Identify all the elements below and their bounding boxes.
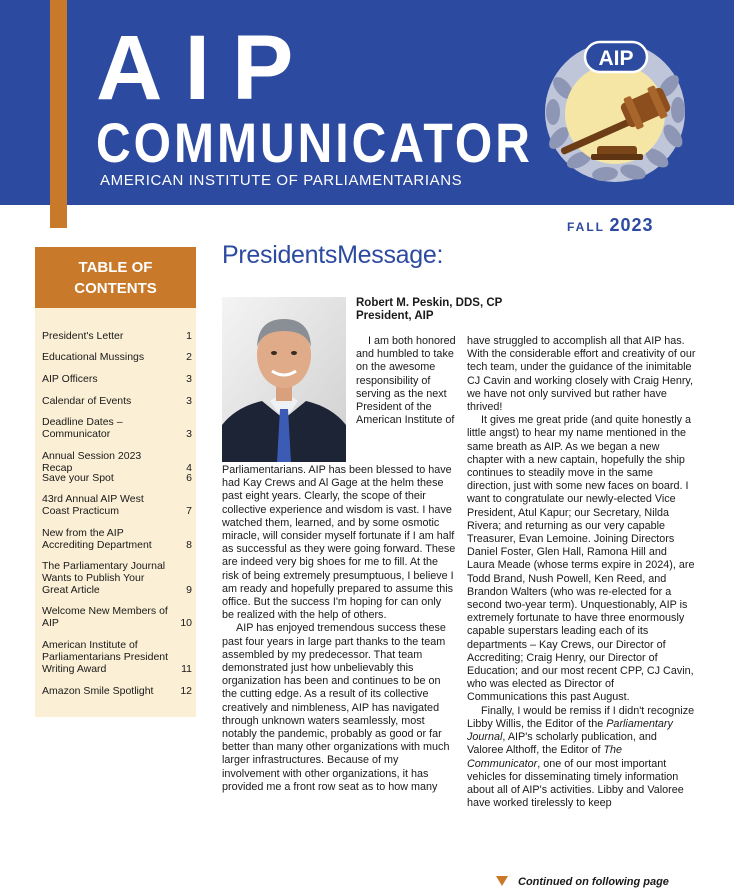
toc-item-title: American Institute of Parliamentarians President Writing Award [42,639,169,675]
toc-item[interactable] [42,395,192,407]
newsletter-title: The Communicator [467,744,623,770]
article-text: Finally, I would be remiss if I didn't recognize Libby Willis, the Editor of the [467,704,695,730]
toc-item-page: 12 [180,685,192,697]
toc-item-title: President's Letter [42,330,124,342]
toc-item-title: 43rd Annual AIP West Coast Practicum [42,493,144,517]
toc-heading-line2: CONTENTS [74,280,157,297]
issue-season: FALL [567,220,605,234]
toc-item[interactable] [42,685,192,697]
portrait-photo-icon [222,297,346,462]
toc-item-page: 9 [186,584,192,596]
toc-item[interactable] [42,416,192,440]
toc-item[interactable] [42,351,192,363]
aip-gavel-seal-icon [533,28,697,192]
article-paragraph: It gives me great pride (and quite honestly a little angst) to hear my name mentioned in the same breath as AIP. As we began a new chapter with a new captain, hopefully the ship continues to steadily move in the same direction, just with some new faces on board. I want to congratulate our newly-elected Vice President, Atul Kapur; our Secretary, Nilda Rivera; and returning as our very capable Treasurer, Evan Lemoine. Joining Directors Daniel Foster, Glen Hall, Ramona Hill and Laura Meade (whose terms expire in 2024), are Todd Brand, Nush Powell, Ken Reed, and Brandon Walters (who was re-elected for a second two-year term). Unquestionably, AIP is extremely fortunate to have three enormously capable superstars leading each of its departments – Kay Crews, our Director of Accrediting; Craig Henry, our Director of Education; and our most recent CPP, CJ Cavin, who was elected as Director of Communications this past August. [467,414,695,704]
toc-item-title: Calendar of Events [42,395,132,407]
toc-item[interactable] [42,527,192,551]
article-paragraph [467,705,696,811]
toc-item-page: 3 [186,395,192,407]
toc-item-title: Educational Mussings [42,351,145,363]
toc-item-page: 10 [180,617,192,629]
toc-heading [35,247,196,308]
continued-text: Continued on following page [518,876,669,888]
toc-item-page: 11 [181,663,192,675]
toc-item-page: 3 [186,428,192,440]
toc-item-title: Save your Spot [42,472,114,484]
toc-item-page: 7 [186,505,192,517]
toc-item-title: New from the AIP Accrediting Department [42,527,152,551]
article-text: , AIP's scholarly publication, and Valoree Althoff, the Editor of [467,731,657,757]
toc-item[interactable] [42,493,192,517]
toc-item-page: 6 [186,472,192,484]
triangle-down-icon [496,876,508,886]
masthead-title-communicator: COMMUNICATOR [96,113,533,175]
author-name: Robert M. Peskin, DDS, CP [356,297,503,309]
toc-item-title: AIP Officers [42,373,98,385]
issue-year: 2023 [609,215,654,235]
toc-item-title: Welcome New Members of AIP [42,605,168,629]
toc-item-page: 4 [186,462,192,474]
toc-item-title: Deadline Dates – Communicator [42,416,123,440]
toc-item[interactable] [42,605,192,629]
table-of-contents [35,247,196,717]
journal-title: Parliamentary Journal [467,717,673,744]
toc-item[interactable] [42,560,192,596]
toc-item-title: Amazon Smile Spotlight [42,685,154,697]
toc-item[interactable] [42,450,192,474]
toc-item[interactable] [42,330,192,342]
issue-date [567,216,654,235]
article-text: , one of our most important vehicles for disseminating timely information about all of AIP's activities. Libby and Valoree have worked tirelessly to keep [467,757,684,810]
toc-item-page: 2 [186,351,192,363]
article-col1-wrap: I am both honored and humbled to take on the awesome responsibility of serving as the next President of the American Institute of [356,335,456,427]
masthead-subtitle: AMERICAN INSTITUTE OF PARLIAMENTARIANS [100,172,463,189]
article-col2 [467,335,696,810]
toc-item-title: Annual Session 2023 Recap [42,450,142,474]
article-paragraph: AIP has enjoyed tremendous success these past four years in large part thanks to the team assembled by my predecessor. That team demonstrated just how unbelievably this organization has been and continues to be on the cutting edge. As a result of its collective creatively and nimbleness, AIP has navigated through unknown waters seamlessly, most notably the pandemic, probably as good or far better than many other organizations with much larger infrastructures. Because of my involvement with other organizations, it has provided me a front row seat as to how many [222,622,450,793]
article-paragraph: Parliamentarians. AIP has been blessed to have had Kay Crews and Al Gage at the helm these past eight years. Clearly, the scope of their collective experience and wisdom is vast. I have watched them, learned, and by some osmotic miracle, will consider myself fortunate if I am half as successful as they were going forward. These are indeed very big shoes for me to fill. At the risk of being extremely presumptuous, I believe I am ready and hopefully prepared to assume this office. But the success I'm hoping for can only be realized with the help of others. [222,464,456,622]
masthead-accent-bar [50,0,67,228]
toc-item[interactable] [42,639,192,675]
author-role: President, AIP [356,310,434,322]
continued-note [496,876,669,888]
author-byline [356,297,502,323]
seal-text: AIP [598,47,634,70]
toc-item-page: 8 [186,539,192,551]
toc-item[interactable] [42,373,192,385]
toc-item[interactable] [42,472,192,484]
toc-item-title: The Parliamentary Journal Wants to Publish Your Great Article [42,560,166,596]
toc-heading-line1: TABLE OF [78,259,153,276]
toc-item-page: 1 [186,330,192,342]
article-paragraph: have struggled to accomplish all that AIP has. With the considerable effort and creativity of our tech team, under the guidance of the inimitable CJ Cavin and working closely with Craig Henry, we have not only survived but rather have thrived! [467,335,696,414]
article-col1 [222,464,456,794]
masthead-title-aip: AIP [96,17,316,119]
section-title: PresidentsMessage: [222,241,444,269]
toc-item-page: 3 [186,373,192,385]
